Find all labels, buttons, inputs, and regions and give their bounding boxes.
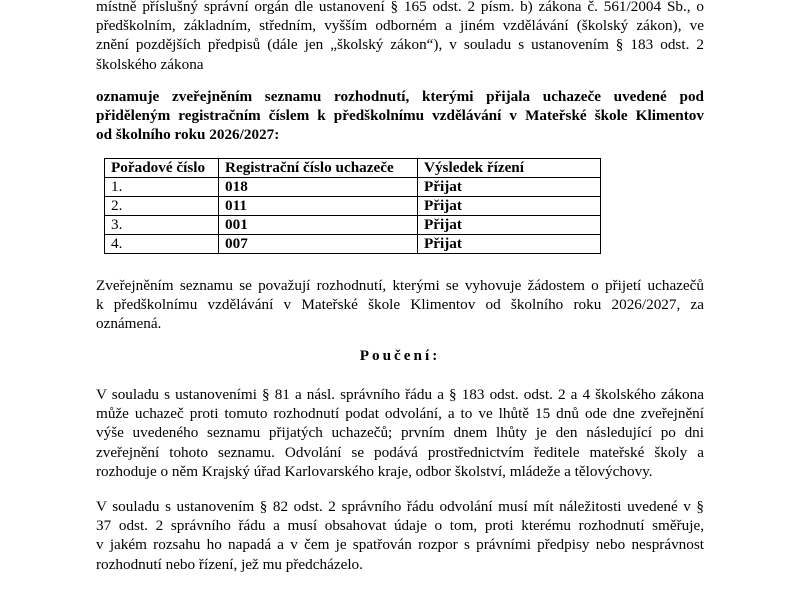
intro-paragraph (96, 0, 704, 74)
requirements-line: rozhodnutí nebo řízení, jež mu předcházelo. (96, 555, 363, 573)
header-registration-number: Registrační číslo uchazeče (219, 159, 418, 178)
admission-results-table (104, 158, 601, 254)
appeal-line: V souladu s ustanoveními § 81 a násl. správního řádu a § 183 odst. odst. 2 a 4 školského zákona (96, 386, 704, 403)
table-row (105, 178, 601, 197)
header-result: Výsledek řízení (418, 159, 601, 178)
intro-line: znění pozdějších předpisů (dále jen „školský zákon“), v souladu s ustanovením § 183 odst. 2 (96, 36, 704, 54)
order-number-cell: 4. (105, 235, 219, 254)
notice-line: oznámená. (96, 315, 162, 333)
appeal-paragraph (96, 385, 704, 481)
appeal-line: rozhoduje o něm Krajský úřad Karlovarského kraje, odbor školství, mládeže a tělovýchovy. (96, 462, 653, 480)
requirements-line: v jakém rozsahu ho napadá a v čem je spatřován rozpor s právními předpisy nebo nesprávnost (96, 536, 704, 554)
registration-number-cell: 001 (219, 216, 418, 235)
table-row (105, 197, 601, 216)
announcement-line: od školního roku 2026/2027: (96, 126, 280, 144)
instructions-heading: Poučení: (359, 347, 441, 364)
result-cell: Přijat (418, 216, 601, 235)
order-number-cell: 1. (105, 178, 219, 197)
registration-number-cell: 018 (219, 178, 418, 197)
announcement-paragraph (96, 87, 704, 145)
appeal-line: výše uvedeného seznamu přijatých uchazečů; prvním dnem lhůty je den následující po dni (96, 424, 704, 442)
table-row (105, 216, 601, 235)
notice-line: k předškolnímu vzdělávání v Mateřské škole Klimentov od školního roku 2026/2027, za (96, 296, 704, 314)
order-number-cell: 3. (105, 216, 219, 235)
result-cell: Přijat (418, 197, 601, 216)
notice-paragraph (96, 276, 704, 334)
notice-line: Zveřejněním seznamu se považují rozhodnutí, kterými se vyhovuje žádostem o přijetí uchazečů (96, 277, 704, 294)
registration-number-cell: 011 (219, 197, 418, 216)
intro-line: místně příslušný správní orgán dle ustanovení § 165 odst. 2 písm. b) zákona č. 561/2004 Sb., o (96, 0, 704, 15)
registration-number-cell: 007 (219, 235, 418, 254)
table-header-row (105, 159, 601, 178)
header-order-number: Pořadové číslo (105, 159, 219, 178)
result-cell: Přijat (418, 178, 601, 197)
announcement-line: přiděleným registračním číslem k předškolnímu vzdělávání v Mateřské škole Klimentov (96, 107, 704, 125)
requirements-line: 37 odst. 2 správního řádu a musí obsahovat údaje o tom, proti kterému rozhodnutí směřuje, (96, 517, 704, 535)
appeal-line: zveřejnění tohoto seznamu. Odvolání se podává prostřednictvím ředitele mateřské školy a (96, 443, 704, 461)
intro-line: školského zákona (96, 55, 204, 73)
requirements-line: V souladu s ustanovením § 82 odst. 2 správního řádu odvolání musí mít náležitosti uvedené v § (96, 498, 704, 515)
result-cell: Přijat (418, 235, 601, 254)
order-number-cell: 2. (105, 197, 219, 216)
table-row (105, 235, 601, 254)
intro-line: předškolním, základním, středním, vyšším odborném a jiném vzdělávání (školský zákon), ve (96, 17, 704, 35)
appeal-line: může uchazeč proti tomuto rozhodnutí podat odvolání, a to ve lhůtě 15 dnů ode dne zveřejnění (96, 405, 704, 423)
announcement-line: oznamuje zveřejněním seznamu rozhodnutí, kterými přijala uchazeče uvedené pod (96, 88, 704, 105)
requirements-paragraph (96, 497, 704, 574)
